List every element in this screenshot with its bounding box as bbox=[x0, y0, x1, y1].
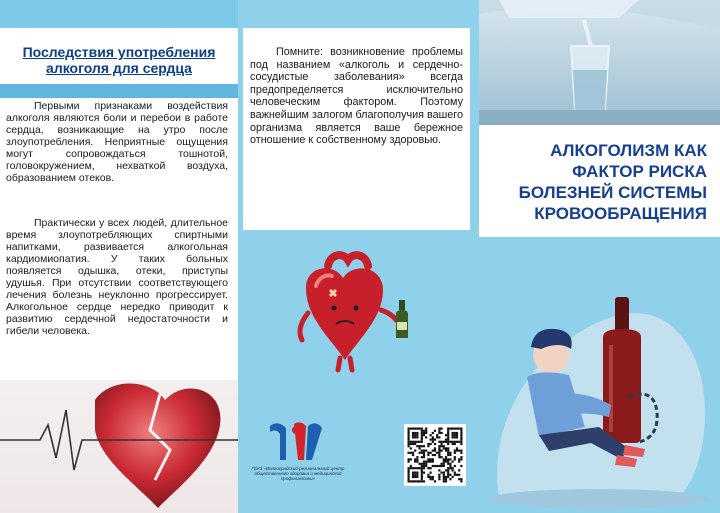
qr-code[interactable] bbox=[404, 424, 466, 486]
qr-code-icon bbox=[404, 424, 466, 486]
glass-photo bbox=[479, 0, 720, 125]
bottle-icon bbox=[393, 300, 411, 340]
middle-panel bbox=[238, 0, 479, 513]
left-paragraph-2: Практически у всех людей, длительное время злоупотребляющих спиртными напитками, развивается алкогольная кардиомиопатия. У таких больных появляется одышка, отеки, приступы удушья. При отсутствии соответствующего лечения болезнь неуклонно прогрессирует. Алкогольное сердце нередко приводит к развитию сердечной недостаточности и гибели человека. bbox=[6, 217, 228, 337]
left-paragraph-1: Первыми признаками воздействия алкоголя являются боли и перебои в работе сердца, возникающие на утро после злоупотребления. Неприятные ощущения могут сопровождаться тошнотой, головокружением, нехваткой воздуха, образованием отеков. bbox=[6, 100, 228, 184]
organization-logo bbox=[260, 420, 328, 464]
main-title: АЛКОГОЛИЗМ КАК ФАКТОР РИСКА БОЛЕЗНЕЙ СИСТЕМЫ КРОВООБРАЩЕНИЯ bbox=[518, 141, 707, 223]
organization-name: ГБУЗ «Волгоградский региональный центр общественного здоровья и медицинской профилактики» bbox=[251, 466, 345, 482]
left-panel bbox=[0, 0, 238, 513]
right-panel bbox=[479, 0, 720, 513]
glass-photo-icon bbox=[479, 0, 720, 125]
middle-paragraph: Помните: возникновение проблемы под названием «алкоголь и сердечно-сосудистые заболевания» всегда предопределяется исключительно человеческим фактором. Поэтому важнейшим залогом благополучия вашего организма является ваше бережное отношение к собственному здоровью. bbox=[250, 46, 463, 147]
left-blue-band bbox=[0, 84, 238, 98]
broken-heart-photo-icon bbox=[0, 380, 238, 513]
left-panel-title: Последствия употребления алкоголя для сердца bbox=[22, 44, 216, 76]
broken-heart-photo bbox=[0, 380, 238, 513]
sad-person-illustration bbox=[479, 237, 720, 513]
